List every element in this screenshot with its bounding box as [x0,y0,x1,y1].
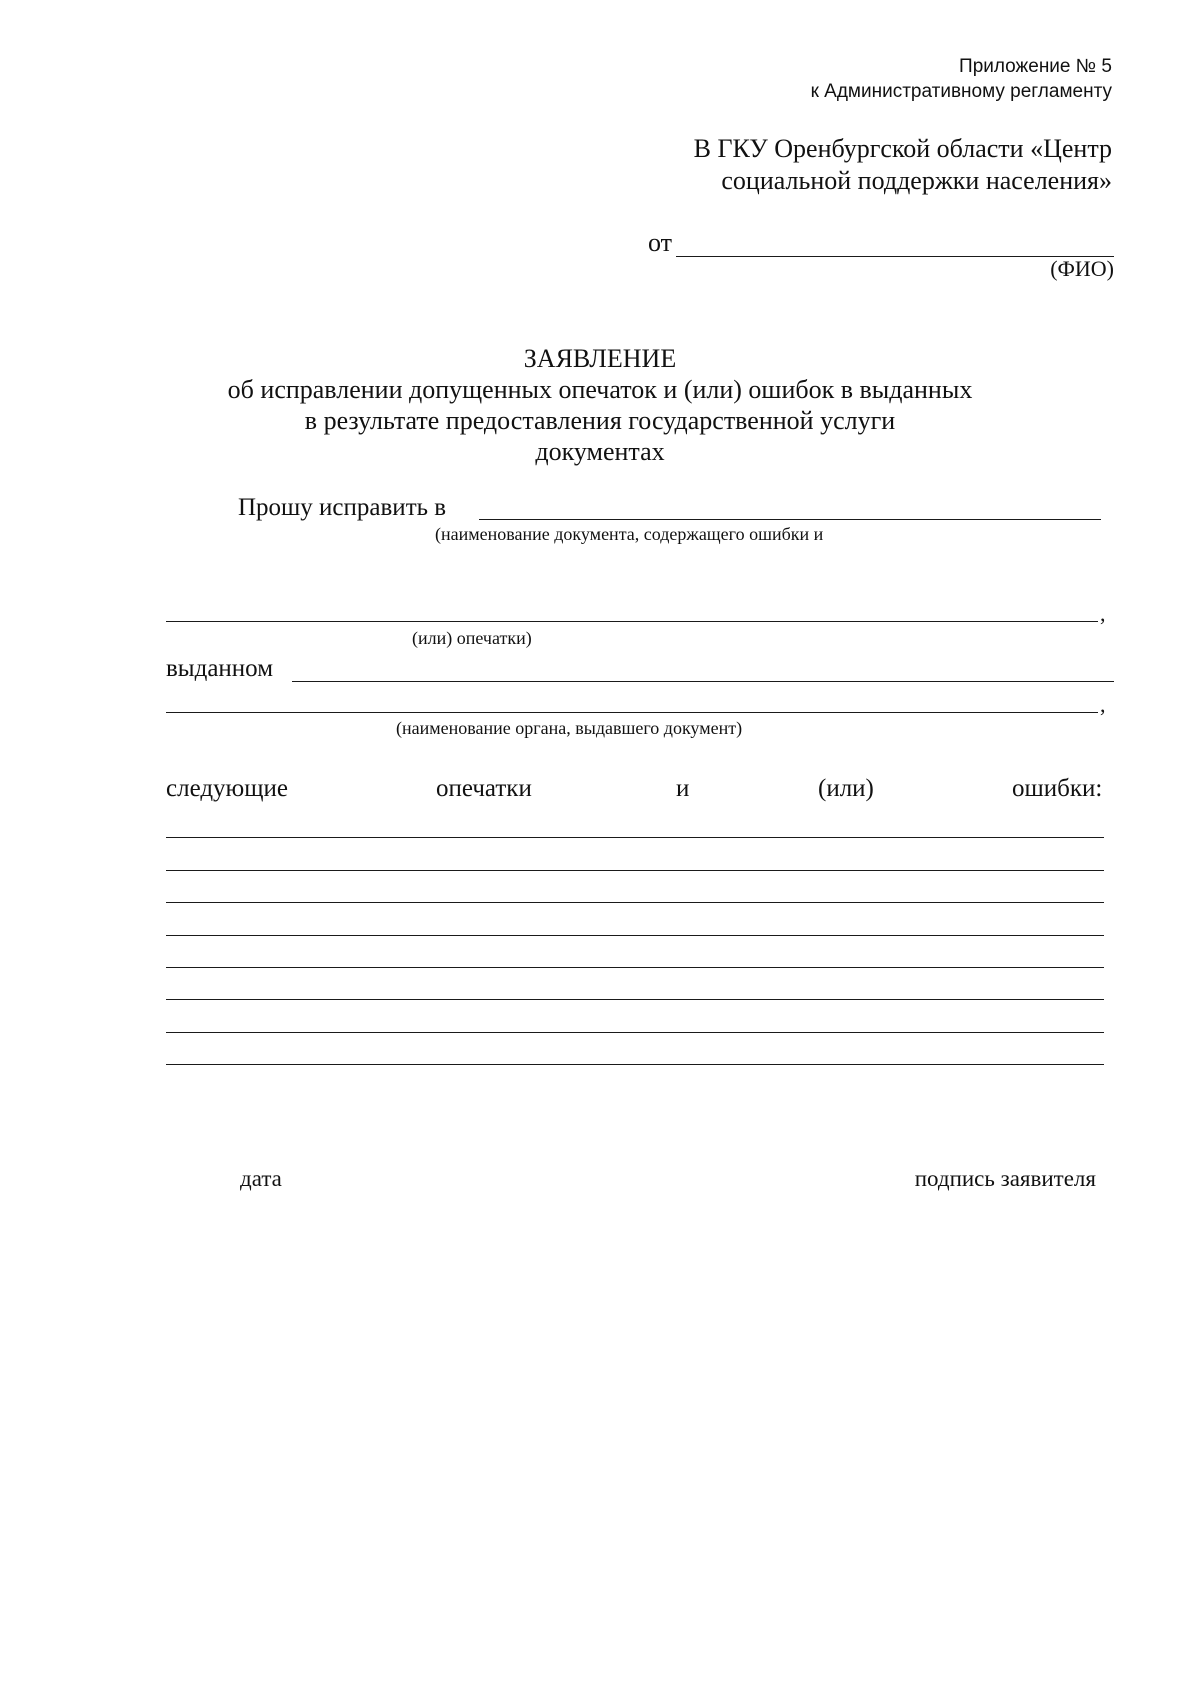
errors-field-line-2[interactable] [166,870,1104,871]
title-line-2: в результате предоставления государственной услуги [304,406,896,435]
title-line-3: документах [535,437,665,466]
addressee-line-1: В ГКУ Оренбургской области «Центр [693,134,1112,163]
errors-field-line-1[interactable] [166,837,1104,838]
errors-word-1: следующие [166,775,288,802]
errors-word-4: (или) [818,775,874,802]
request-label: Прошу исправить в [238,494,447,521]
errors-field-line-8[interactable] [166,1064,1104,1065]
errors-word-3: и [676,775,690,802]
fio-hint: (ФИО) [1050,256,1114,281]
issuer-field-line[interactable] [292,681,1114,682]
errors-word-5: ошибки: [1012,775,1103,802]
document-title: ЗАЯВЛЕНИЕ [523,344,677,373]
errors-word-2: опечатки [436,775,532,802]
errors-field-line-6[interactable] [166,999,1104,1000]
comma-1: , [1100,601,1106,626]
errors-field-line-5[interactable] [166,967,1104,968]
errors-field-line-7[interactable] [166,1032,1104,1033]
document-name-field-line-2[interactable] [166,621,1098,622]
comma-2: , [1100,692,1106,717]
issuer-field-line-2[interactable] [166,712,1098,713]
annex-number: Приложение № 5 [959,56,1112,77]
errors-field-line-4[interactable] [166,935,1104,936]
from-label: от [648,228,673,257]
document-name-hint-2: (или) опечатки) [412,628,532,648]
issued-label: выданном [166,655,274,682]
document-name-field-line[interactable] [479,519,1101,520]
date-label: дата [240,1166,282,1191]
signature-label: подпись заявителя [914,1166,1096,1191]
fio-field-line[interactable] [676,256,1114,257]
document-name-hint: (наименование документа, содержащего ошибки и [435,524,824,544]
title-line-1: об исправлении допущенных опечаток и (или) ошибок в выданных [227,375,973,404]
addressee-line-2: социальной поддержки населения» [721,166,1112,195]
errors-field-line-3[interactable] [166,902,1104,903]
annex-reference: к Административному регламенту [810,81,1112,102]
issuer-hint: (наименование органа, выдавшего документ) [396,718,743,738]
